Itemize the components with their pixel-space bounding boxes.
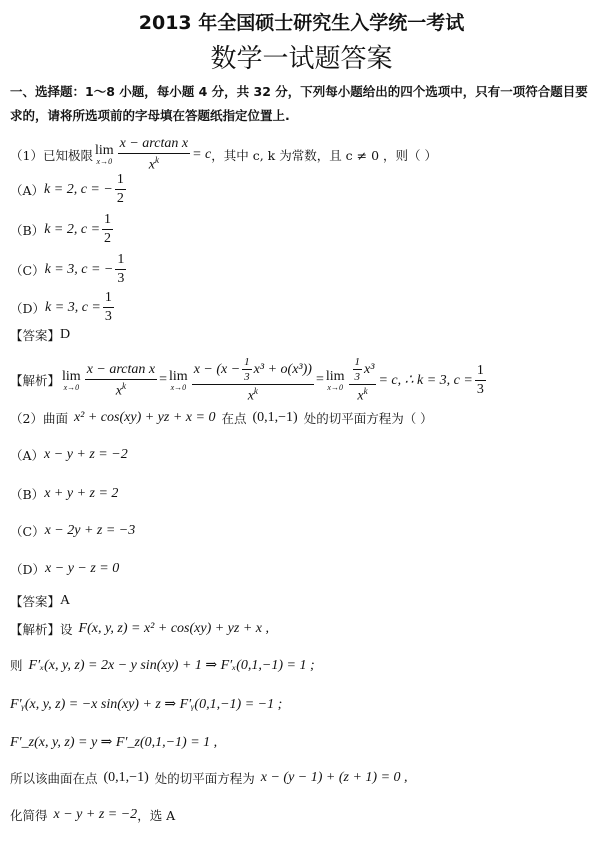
- q2-option-a: [10, 446, 128, 464]
- q1-eq: = c: [192, 146, 212, 162]
- fy-derivative: F′ᵧ(x, y, z) = −x sin(xy) + z ⇒ F′ᵧ(0,1,−1) = −1 ;: [10, 697, 283, 712]
- frac3-part: x³: [364, 361, 375, 377]
- option-label: （A）: [10, 448, 45, 463]
- then-text: 则: [10, 658, 23, 673]
- q2-prefix: （2）曲面: [10, 411, 68, 426]
- section-intro: 一、选择题：1～8 小题，每小题 4 分，共 32 分，下列每小题给出的四个选项中，只有一项符合题目要求的，请将所选项前的字母填在答题纸指定位置上.: [10, 84, 588, 123]
- frac-den: 3: [104, 309, 112, 324]
- option-fraction: [102, 212, 113, 247]
- lim-text: lim: [325, 368, 345, 384]
- q1-analysis: [10, 356, 488, 405]
- answer-label: 【答案】: [10, 594, 61, 609]
- q1-lim-text: lim: [94, 143, 114, 159]
- equals-1: =: [159, 372, 168, 388]
- analysis-label: 【解析】: [10, 373, 61, 389]
- fx-derivative: F′ₓ(x, y, z) = 2x − y sin(xy) + 1 ⇒ F′ₓ(0,1,−1) = 1 ;: [28, 657, 315, 673]
- answer-value: A: [60, 593, 71, 608]
- lim-sub: x→0: [63, 382, 80, 392]
- plane-equation: x − (y − 1) + (z + 1) = 0 ,: [260, 770, 408, 785]
- analysis-label: 【解析】: [10, 622, 61, 637]
- equals-2: =: [315, 372, 324, 388]
- q2-option-d: [10, 560, 119, 578]
- q2-plane: [10, 769, 408, 787]
- q2-option-c: [10, 522, 135, 540]
- option-expr: k = 2, c = −: [44, 181, 113, 197]
- option-expr: x − y − z = 0: [45, 561, 120, 576]
- option-expr: x + y + z = 2: [44, 486, 119, 501]
- q1-den-base: x: [148, 157, 155, 173]
- lim-2: [169, 369, 188, 392]
- q1-frac-den: [147, 154, 161, 174]
- inner-frac: [242, 356, 252, 383]
- q2-suffix: 处的切平面方程为（ ）: [303, 411, 433, 426]
- frac-den: 2: [104, 231, 112, 246]
- frac-num: 1: [115, 252, 126, 270]
- exam-subtitle: 数学一试题答案: [210, 44, 393, 74]
- option-label: （B）: [10, 487, 45, 502]
- den-exp: k: [122, 380, 126, 391]
- option-label: （C）: [10, 524, 45, 539]
- plane-prefix: 所以该曲面在点: [10, 771, 98, 786]
- frac-num: [349, 356, 377, 385]
- q1-option-d: [10, 290, 116, 325]
- result-frac: [475, 363, 486, 398]
- q2-simplify: [10, 806, 175, 824]
- lim-text: lim: [62, 368, 81, 384]
- frac-den: 2: [116, 191, 124, 206]
- frac-num: [192, 356, 314, 385]
- option-fraction: [103, 290, 114, 325]
- q2-surface: x² + cos(xy) + yz + x = 0: [73, 410, 216, 425]
- option-expr: k = 2, c =: [44, 221, 101, 237]
- lim-sub: x→0: [327, 382, 343, 392]
- den-base: x: [247, 388, 254, 404]
- q2-point: (0,1,−1): [252, 410, 298, 425]
- q2-fy: [10, 696, 282, 713]
- analysis-frac-3: [349, 356, 377, 405]
- q1-den-exp: k: [154, 155, 159, 165]
- frac-num: 1: [103, 290, 114, 308]
- frac-den: [114, 380, 128, 400]
- q2-answer: [10, 592, 70, 610]
- q1-option-b: [10, 212, 115, 247]
- inner-den: 3: [354, 371, 361, 383]
- lim-1: [62, 369, 81, 392]
- option-expr: x − 2y + z = −3: [44, 523, 136, 538]
- frac-num: 1: [115, 172, 126, 190]
- fz-derivative: F′_z(x, y, z) = y ⇒ F′_z(0,1,−1) = 1 ,: [10, 735, 218, 750]
- inner-num: 1: [354, 356, 361, 368]
- option-label: （A）: [10, 182, 45, 198]
- option-label: （D）: [10, 562, 46, 577]
- frac-num: x − arctan x: [85, 362, 157, 380]
- lim-3: [326, 369, 345, 392]
- frac2-part-a: x − (x −: [193, 361, 241, 377]
- den-base: x: [115, 383, 122, 399]
- q1-fraction: [118, 136, 190, 174]
- inner-den: 3: [244, 371, 250, 383]
- q1-suffix: ，其中 c, k 为常数，且 c ≠ 0 ，则（ ）: [211, 147, 437, 163]
- plane-mid: 处的切平面方程为: [154, 771, 255, 786]
- q2-fz: [10, 734, 217, 751]
- option-fraction: [115, 172, 126, 207]
- answer-label: 【答案】: [10, 328, 61, 343]
- frac-num: 1: [475, 363, 486, 381]
- simplify-prefix: 化简得: [10, 808, 48, 823]
- inner-num: 1: [244, 356, 250, 368]
- option-label: （B）: [10, 222, 45, 238]
- frac-den: 3: [117, 271, 125, 286]
- den-exp: k: [253, 386, 258, 396]
- plane-point: (0,1,−1): [103, 770, 149, 785]
- q2-mid: 在点: [221, 411, 247, 426]
- q1-frac-num: x − arctan x: [118, 136, 190, 154]
- answer-value: D: [60, 327, 71, 342]
- inner-frac: [353, 356, 363, 383]
- option-expr: k = 3, c =: [45, 299, 101, 315]
- q1-lim-sub: x→0: [96, 157, 113, 167]
- simplify-equation: x − y + z = −2: [53, 807, 138, 822]
- frac2-part-b: x³ + o(x³)): [253, 361, 312, 377]
- q1-lim: [95, 143, 114, 166]
- exam-title: 2013 年全国硕士研究生入学统一考试: [138, 12, 465, 34]
- den-base: x: [357, 388, 364, 404]
- q1-stem: [10, 136, 437, 174]
- analysis-frac-2: [192, 356, 314, 405]
- simplify-suffix: ，选 A: [137, 808, 176, 823]
- q2-option-b: [10, 485, 118, 503]
- option-expr: k = 3, c = −: [44, 261, 114, 277]
- option-label: （C）: [10, 262, 45, 278]
- q2-stem: [10, 409, 433, 427]
- frac-den: [246, 385, 260, 405]
- q1-prefix: （1）已知极限: [10, 147, 93, 163]
- frac-den: 3: [476, 381, 484, 397]
- q1-option-a: [10, 172, 128, 207]
- set-text: 设: [60, 622, 73, 637]
- q1-option-c: [10, 252, 128, 287]
- lim-text: lim: [169, 368, 188, 384]
- option-label: （D）: [10, 300, 46, 316]
- frac-den: [355, 385, 369, 405]
- option-fraction: [115, 252, 126, 287]
- f-definition: F(x, y, z) = x² + cos(xy) + yz + x ,: [78, 621, 270, 636]
- q1-answer: [10, 326, 70, 344]
- option-expr: x − y + z = −2: [44, 447, 128, 462]
- analysis-result: = c, ∴ k = 3, c =: [378, 372, 473, 388]
- den-exp: k: [363, 386, 368, 396]
- lim-sub: x→0: [170, 382, 187, 392]
- frac-num: 1: [102, 212, 113, 230]
- q2-fx: [10, 656, 315, 674]
- q2-analysis: [10, 620, 269, 638]
- analysis-frac-1: [85, 362, 157, 400]
